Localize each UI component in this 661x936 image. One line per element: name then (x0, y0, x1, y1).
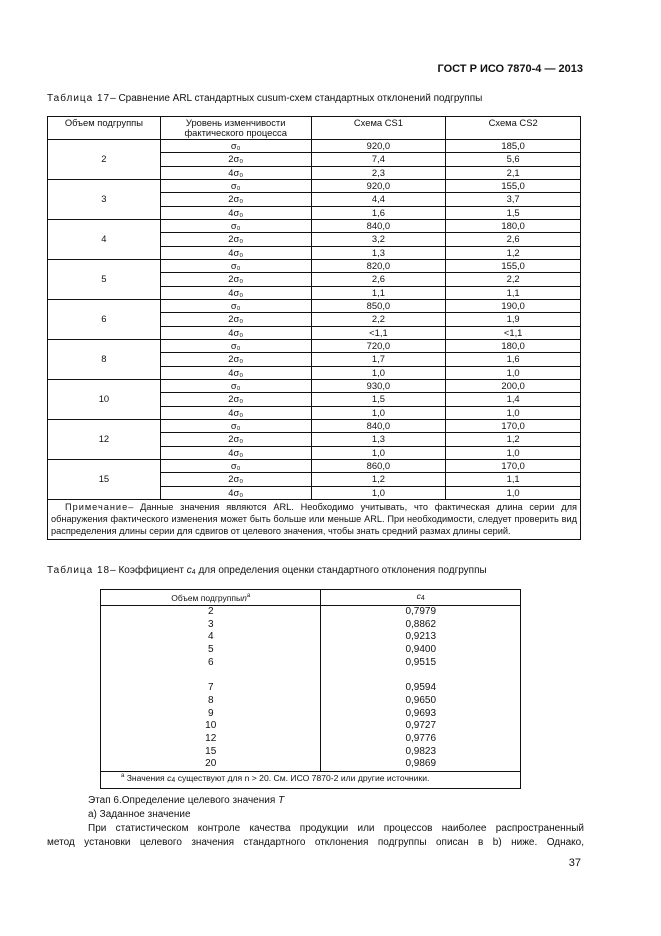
table17-row (48, 179, 581, 192)
table18-row (101, 720, 521, 733)
table17-cs2-cell: 1,9 (446, 313, 581, 326)
footnote-var: c (167, 773, 172, 784)
table18-n-cell: 9 (101, 708, 321, 721)
table18-n-cell: 8 (101, 695, 321, 708)
table17-cs1-cell: 920,0 (311, 140, 446, 153)
table17-level-cell: 2σ₀ (160, 193, 311, 206)
table17-cs1-cell: 720,0 (311, 339, 446, 352)
table17-row (48, 259, 581, 272)
step6-var: T (278, 795, 285, 806)
table17-title: – Сравнение ARL стандартных cusum-схем стандартных отклонений подгруппы (110, 93, 483, 104)
table17-label: Таблица 17 (47, 93, 111, 104)
table17-level-cell: 2σ₀ (160, 233, 311, 246)
table17-cs2-cell: 180,0 (446, 339, 581, 352)
table18-n-cell: 5 (101, 644, 321, 657)
table18-c4-cell: 0,9727 (321, 720, 521, 733)
table17-level-cell: 2σ₀ (160, 433, 311, 446)
table17-level-cell: σ₀ (160, 339, 311, 352)
table18-n-cell: 3 (101, 619, 321, 632)
table17-header-cell: Схема CS2 (446, 117, 581, 140)
table17-cs2-cell: 1,1 (446, 286, 581, 299)
table17-cs1-cell: 1,0 (311, 406, 446, 419)
table18-c4-cell: 0,9650 (321, 695, 521, 708)
table17-body (48, 140, 581, 540)
table17-cs2-cell: 1,0 (446, 406, 581, 419)
table17-cs1-cell: 2,2 (311, 313, 446, 326)
table17-cs2-cell: 1,0 (446, 486, 581, 499)
table17-size-cell: 2 (48, 140, 161, 180)
table18-n-cell (101, 670, 321, 683)
table18-c4-cell: 0,9776 (321, 733, 521, 746)
table18-body (101, 606, 521, 772)
table17-cs2-cell: 190,0 (446, 299, 581, 312)
table17-level-cell: 2σ₀ (160, 273, 311, 286)
table17-cs1-cell: 840,0 (311, 419, 446, 432)
table17-cs1-cell: 1,1 (311, 286, 446, 299)
table17-cs1-cell: 1,5 (311, 393, 446, 406)
table18-title-sub: 4 (191, 569, 196, 576)
table17-cs2-cell: 1,2 (446, 246, 581, 259)
table17-header-row (48, 117, 581, 140)
table18-c4-cell: 0,7979 (321, 606, 521, 619)
page-number: 37 (568, 857, 581, 869)
table17-cs2-cell: 180,0 (446, 219, 581, 232)
table17-row (48, 299, 581, 312)
table17-cs2-cell: 2,2 (446, 273, 581, 286)
table17-cs1-cell: 820,0 (311, 259, 446, 272)
table17-cs2-cell: 170,0 (446, 459, 581, 472)
table18-n-cell: 15 (101, 746, 321, 759)
table18-title-post: для определения оценки стандартного отклонения подгруппы (195, 565, 487, 576)
table17-cs2-cell: 3,7 (446, 193, 581, 206)
table17-cs1-cell: 2,6 (311, 273, 446, 286)
table17-cs1-cell: 930,0 (311, 379, 446, 392)
table18-header-c4-sub: 4 (420, 595, 425, 602)
table17-cs1-cell: 4,4 (311, 193, 446, 206)
table17-cs1-cell: <1,1 (311, 326, 446, 339)
table18-row (101, 606, 521, 619)
footnote-post: существуют для n > 20. См. ИСО 7870-2 или другие источники. (175, 773, 430, 784)
table17-cs1-cell: 860,0 (311, 459, 446, 472)
table17-level-cell: 2σ₀ (160, 313, 311, 326)
table17-level-cell: σ₀ (160, 379, 311, 392)
table17-row (48, 339, 581, 352)
table18-row (101, 670, 521, 683)
table17-cs1-cell: 1,0 (311, 366, 446, 379)
table17-level-cell: 4σ₀ (160, 326, 311, 339)
table17-cs2-cell: 1,0 (446, 446, 581, 459)
table18-row (101, 733, 521, 746)
step6-heading (88, 794, 284, 808)
table17-level-cell: σ₀ (160, 299, 311, 312)
para-line1: При статистическом контроле качества продукции или процессов наиболее распространенный (88, 823, 584, 834)
table17-cs2-cell: <1,1 (446, 326, 581, 339)
table17-cs1-cell: 920,0 (311, 179, 446, 192)
table17-cs1-cell: 1,0 (311, 486, 446, 499)
table18-c4-cell: 0,9213 (321, 631, 521, 644)
table18-c4-cell: 0,9823 (321, 746, 521, 759)
table18-row (101, 758, 521, 771)
table18-c4-cell: 0,9515 (321, 657, 521, 670)
table17-level-cell: σ₀ (160, 219, 311, 232)
table18-n-cell: 7 (101, 682, 321, 695)
table17 (47, 116, 581, 540)
table17-caption (47, 93, 482, 104)
para-line2: метод установки целевого значения стандартного отклонения подгруппы описан в b) ниже. Однако, (47, 837, 584, 848)
table17-cs2-cell: 1,2 (446, 433, 581, 446)
table17-level-cell: 4σ₀ (160, 246, 311, 259)
document-header: ГОСТ Р ИСО 7870-4 — 2013 (437, 63, 583, 75)
table17-note (48, 499, 581, 539)
table18-footnote (101, 772, 521, 789)
table17-level-cell: 4σ₀ (160, 486, 311, 499)
table18-caption (47, 565, 487, 576)
table18-header-row (101, 590, 521, 606)
table17-cs2-cell: 155,0 (446, 259, 581, 272)
table17-cs2-cell: 185,0 (446, 140, 581, 153)
table17-cs1-cell: 850,0 (311, 299, 446, 312)
item-a: а) Заданное значение (88, 809, 191, 820)
table17-level-cell: σ₀ (160, 259, 311, 272)
table18-c4-cell: 0,8862 (321, 619, 521, 632)
table17-cs2-cell: 1,0 (446, 366, 581, 379)
table17-cs2-cell: 5,6 (446, 153, 581, 166)
table17-level-cell: 4σ₀ (160, 206, 311, 219)
table17-size-cell: 15 (48, 459, 161, 499)
table18-row (101, 746, 521, 759)
table18-c4-cell: 0,9869 (321, 758, 521, 771)
table18-header-c4-var: c (416, 591, 421, 601)
table17-cs2-cell: 2,1 (446, 166, 581, 179)
table17-cs2-cell: 1,1 (446, 473, 581, 486)
table17-cs1-cell: 1,6 (311, 206, 446, 219)
table17-level-cell: 4σ₀ (160, 446, 311, 459)
table18-label: Таблица 18 (47, 565, 111, 576)
table17-size-cell: 6 (48, 299, 161, 339)
table18-row (101, 657, 521, 670)
table17-cs2-cell: 155,0 (446, 179, 581, 192)
table18-row (101, 708, 521, 721)
table17-note-label: Примечание (65, 501, 129, 512)
table18-header-n-var: n (242, 592, 247, 603)
table18-c4-cell (321, 670, 521, 683)
table17-size-cell: 8 (48, 339, 161, 379)
table17-cs2-cell: 200,0 (446, 379, 581, 392)
table17-row (48, 419, 581, 432)
table17-cs2-cell: 1,5 (446, 206, 581, 219)
table18-header-n-sup: a (246, 592, 251, 599)
table17-note-row (48, 499, 581, 539)
table17-level-cell: σ₀ (160, 419, 311, 432)
table17-level-cell: 2σ₀ (160, 153, 311, 166)
table17-cs1-cell: 3,2 (311, 233, 446, 246)
table17-header-cell: Объем подгруппы (48, 117, 161, 140)
table17-cs1-cell: 1,3 (311, 246, 446, 259)
table18-c4-cell: 0,9693 (321, 708, 521, 721)
footnote-pre: Значения (124, 773, 168, 784)
table17-header-cell: Уровень изменчивости фактического процесса (160, 117, 311, 140)
table18-row (101, 631, 521, 644)
table18-n-cell: 6 (101, 657, 321, 670)
table17-cs2-cell: 170,0 (446, 419, 581, 432)
table17-row (48, 459, 581, 472)
step6-text: Этап 6.Определение целевого значения (88, 795, 279, 806)
table18-title-var: c (186, 565, 192, 576)
table17-cs1-cell: 1,2 (311, 473, 446, 486)
table18-c4-cell: 0,9400 (321, 644, 521, 657)
table18-n-cell: 2 (101, 606, 321, 619)
table18 (100, 589, 521, 789)
table18-n-cell: 20 (101, 758, 321, 771)
table18-n-cell: 4 (101, 631, 321, 644)
table17-level-cell: 4σ₀ (160, 366, 311, 379)
table18-n-cell: 12 (101, 733, 321, 746)
table17-level-cell: 2σ₀ (160, 393, 311, 406)
table18-title-pre: – Коэффициент (110, 565, 187, 576)
table17-level-cell: σ₀ (160, 459, 311, 472)
table18-n-cell: 10 (101, 720, 321, 733)
table17-level-cell: σ₀ (160, 179, 311, 192)
table18-row (101, 695, 521, 708)
footnote-sub: 4 (171, 777, 176, 785)
table17-size-cell: 4 (48, 219, 161, 259)
table18-row (101, 644, 521, 657)
table17-level-cell: 2σ₀ (160, 473, 311, 486)
table17-cs1-cell: 840,0 (311, 219, 446, 232)
table18-c4-cell: 0,9594 (321, 682, 521, 695)
table17-level-cell: 4σ₀ (160, 166, 311, 179)
table18-header-c4 (321, 590, 521, 606)
table17-cs1-cell: 1,0 (311, 446, 446, 459)
table17-row (48, 219, 581, 232)
table18-header-n-text: Объем подгруппы (171, 592, 243, 603)
table17-note-text: – Данные значения являются ARL. Необходимо учитывать, что фактическая длина серии для обнаружения фактического изменения может быть больше или меньше ARL. При необходимости, следует проверить вид распределения длины серии для сдвигов от целевого значения, чтобы знать средний размах длины серий. (51, 501, 577, 536)
table17-level-cell: σ₀ (160, 140, 311, 153)
table17-cs1-cell: 7,4 (311, 153, 446, 166)
table17-row (48, 140, 581, 153)
table18-header-n (101, 590, 321, 606)
table18-row (101, 619, 521, 632)
table17-header-cell: Схема CS1 (311, 117, 446, 140)
table17-row (48, 379, 581, 392)
table18-row (101, 682, 521, 695)
table17-cs2-cell: 1,6 (446, 353, 581, 366)
table17-cs1-cell: 1,7 (311, 353, 446, 366)
table17-cs2-cell: 1,4 (446, 393, 581, 406)
table17-size-cell: 5 (48, 259, 161, 299)
table17-size-cell: 10 (48, 379, 161, 419)
footnote-sup: a (121, 773, 125, 780)
table17-level-cell: 4σ₀ (160, 286, 311, 299)
table17-cs2-cell: 2,6 (446, 233, 581, 246)
table17-level-cell: 2σ₀ (160, 353, 311, 366)
table18-footnote-row (101, 772, 521, 789)
table17-cs1-cell: 1,3 (311, 433, 446, 446)
table17-size-cell: 12 (48, 419, 161, 459)
table17-size-cell: 3 (48, 179, 161, 219)
table17-cs1-cell: 2,3 (311, 166, 446, 179)
table17-level-cell: 4σ₀ (160, 406, 311, 419)
